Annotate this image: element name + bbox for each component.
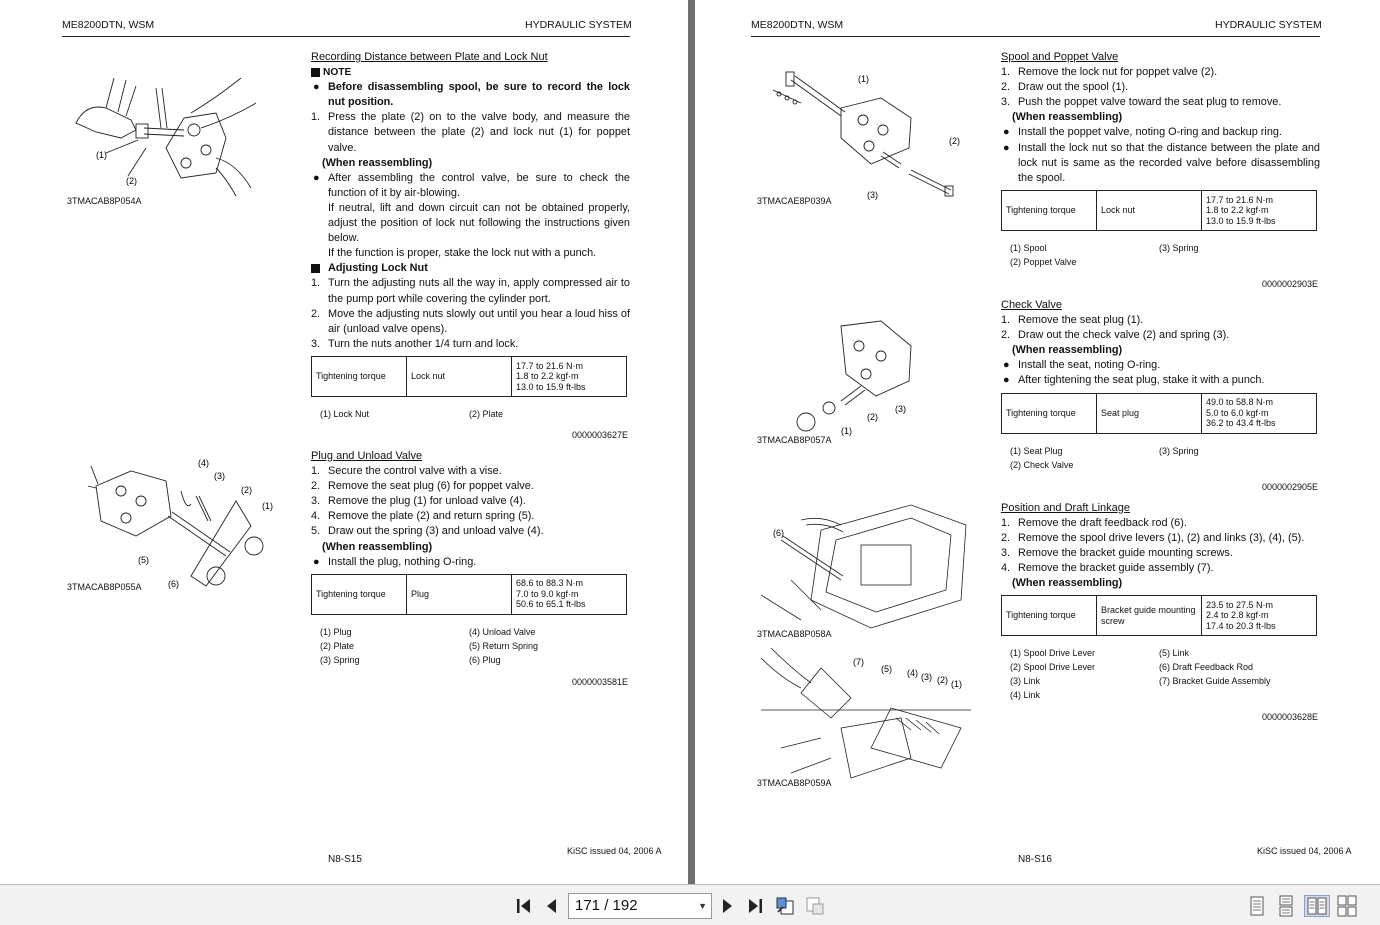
callout-4: (4) bbox=[198, 458, 209, 468]
last-page-icon bbox=[745, 896, 765, 916]
callout-3: (3) bbox=[895, 404, 906, 414]
two-page-view-button[interactable] bbox=[1304, 895, 1330, 917]
step: 1. Remove the draft feedback rod (6). bbox=[1001, 516, 1187, 529]
when-reassembling: (When reassembling) bbox=[1012, 111, 1123, 124]
legend-item: (6) Plug bbox=[469, 654, 501, 665]
callout-1: (1) bbox=[858, 74, 869, 84]
issue-label: KiSC issued 04, 2006 A bbox=[567, 846, 662, 856]
right-page bbox=[695, 0, 1380, 884]
step: 2. Draw out the check valve (2) and spring (3). bbox=[1001, 329, 1230, 342]
section-title: Recording Distance between Plate and Lock Nut bbox=[311, 51, 548, 63]
torque-table bbox=[1001, 393, 1317, 434]
step: 3. Remove the plug (1) for unload valve (4). bbox=[311, 495, 526, 508]
square-bullet-icon bbox=[311, 68, 320, 77]
viewer-toolbar bbox=[0, 884, 1380, 925]
callout-3: (3) bbox=[214, 471, 225, 481]
header-section: HYDRAULIC SYSTEM bbox=[525, 19, 632, 31]
torque-part: Seat plug bbox=[1097, 393, 1202, 433]
torque-values: 68.6 to 88.3 N·m 7.0 to 9.0 kgf·m 50.6 to 65.1 ft-lbs bbox=[512, 574, 627, 614]
torque-values: 17.7 to 21.6 N·m 1.8 to 2.2 kgf·m 13.0 to 15.9 ft-lbs bbox=[512, 356, 627, 396]
legend-item: (6) Draft Feedback Rod bbox=[1159, 662, 1254, 673]
legend-item bbox=[1159, 688, 1317, 702]
torque-part: Lock nut bbox=[407, 356, 512, 396]
figure-spool-poppet bbox=[771, 68, 971, 204]
step: 1. Secure the control valve with a vise. bbox=[311, 465, 502, 478]
legend-item: (7) Bracket Guide Assembly bbox=[1159, 676, 1271, 687]
note-text: ● Before disassembling spool, be sure to record the lock nut position. bbox=[313, 81, 630, 109]
go-back-view-button[interactable] bbox=[774, 895, 796, 917]
header-model: ME8200DTN, WSM bbox=[62, 19, 155, 31]
step: 3. Turn the nuts another 1/4 turn and lock. bbox=[311, 337, 519, 350]
callout-1: (1) bbox=[841, 426, 852, 436]
legend-item bbox=[1159, 458, 1317, 472]
text-column bbox=[1001, 50, 1320, 725]
torque-label: Tightening torque bbox=[1002, 393, 1097, 433]
continuous-page-icon bbox=[1276, 895, 1296, 917]
figure-caption: 3TMACAB8P055A bbox=[67, 582, 142, 592]
callout-6: (6) bbox=[773, 528, 784, 538]
next-page-button[interactable] bbox=[716, 895, 738, 917]
figure-caption: 3TMACAB8P057A bbox=[757, 435, 832, 445]
figure-linkage-top bbox=[761, 500, 971, 630]
when-reassembling: (When reassembling) bbox=[1012, 577, 1123, 590]
document-id: 0000003581E bbox=[571, 676, 628, 687]
bullet-item: ● Install the seat, noting O-ring. bbox=[1003, 359, 1161, 372]
figure-caption: 3TMACAB8P059A bbox=[757, 778, 832, 788]
legend-item: (1) Lock Nut bbox=[320, 408, 370, 419]
step: 3. Remove the bracket guide mounting screws. bbox=[1001, 546, 1233, 559]
header-section: HYDRAULIC SYSTEM bbox=[1215, 19, 1322, 31]
parts-legend bbox=[311, 625, 630, 667]
header-rule bbox=[62, 36, 630, 37]
chevron-down-icon[interactable]: ▼ bbox=[698, 901, 707, 911]
text-column bbox=[311, 50, 630, 690]
previous-page-icon bbox=[542, 896, 562, 916]
legend-item bbox=[1159, 255, 1317, 269]
go-forward-view-button[interactable] bbox=[804, 895, 826, 917]
step: 4. Remove the plate (2) and return spring (5). bbox=[311, 510, 535, 523]
callout-3: (3) bbox=[867, 190, 878, 200]
callout-2: (2) bbox=[126, 176, 137, 186]
legend-item: (3) Link bbox=[1010, 676, 1041, 687]
step: 1. Remove the lock nut for poppet valve (2). bbox=[1001, 66, 1218, 79]
parts-legend bbox=[1001, 444, 1320, 472]
torque-label: Tightening torque bbox=[1002, 190, 1097, 230]
callout-2: (2) bbox=[949, 136, 960, 146]
legend-item: (2) Poppet Valve bbox=[1010, 256, 1077, 267]
torque-values: 23.5 to 27.5 N·m 2.4 to 2.8 kgf·m 17.4 to 20.3 ft-lbs bbox=[1202, 596, 1317, 636]
subsection-heading: Adjusting Lock Nut bbox=[311, 261, 630, 276]
legend-item: (3) Spring bbox=[1159, 445, 1199, 456]
callout-5: (5) bbox=[138, 555, 149, 565]
left-page bbox=[0, 0, 688, 884]
torque-table bbox=[1001, 190, 1317, 231]
torque-label: Tightening torque bbox=[312, 356, 407, 396]
first-page-icon bbox=[514, 896, 534, 916]
torque-table bbox=[1001, 595, 1317, 636]
torque-part: Lock nut bbox=[1097, 190, 1202, 230]
two-page-continuous-button[interactable] bbox=[1336, 895, 1358, 917]
step: 2. Move the adjusting nuts slowly out until you hear a loud hiss of air (unload valve opens). bbox=[311, 307, 630, 335]
torque-table bbox=[311, 356, 627, 397]
step: 5. Draw out the spring (3) and unload valve (4). bbox=[311, 525, 544, 538]
legend-item: (1) Spool Drive Lever bbox=[1010, 648, 1096, 659]
note-heading: NOTE bbox=[311, 65, 630, 80]
when-reassembling: (When reassembling) bbox=[322, 156, 433, 169]
legend-item: (3) Spring bbox=[320, 654, 360, 665]
previous-page-button[interactable] bbox=[541, 895, 563, 917]
next-page-icon bbox=[717, 896, 737, 916]
callout-6: (6) bbox=[168, 579, 179, 589]
legend-item: (5) Return Spring bbox=[469, 640, 539, 651]
continuous-view-button[interactable] bbox=[1275, 895, 1297, 917]
torque-label: Tightening torque bbox=[312, 574, 407, 614]
step: 1. Turn the adjusting nuts all the way in, apply compressed air to the pump port while covering the cylinder port. bbox=[311, 277, 630, 305]
step: 4. Remove the bracket guide assembly (7). bbox=[1001, 561, 1214, 574]
two-page-continuous-icon bbox=[1336, 895, 1358, 917]
parts-legend bbox=[1001, 646, 1320, 702]
torque-part: Bracket guide mounting screw bbox=[1097, 596, 1202, 636]
square-bullet-icon bbox=[311, 264, 320, 273]
legend-item: (2) Plate bbox=[469, 408, 504, 419]
issue-label: KiSC issued 04, 2006 A bbox=[1257, 846, 1352, 856]
step: 2. Draw out the spool (1). bbox=[1001, 81, 1129, 94]
callout-2: (2) bbox=[867, 412, 878, 422]
next-view-icon bbox=[804, 895, 826, 917]
header-rule bbox=[751, 36, 1320, 37]
figure-check-valve bbox=[791, 316, 921, 440]
torque-part: Plug bbox=[407, 574, 512, 614]
legend-item: (3) Spring bbox=[1159, 242, 1199, 253]
torque-values: 17.7 to 21.6 N·m 1.8 to 2.2 kgf·m 13.0 to 15.9 ft-lbs bbox=[1202, 190, 1317, 230]
callout-2: (2) bbox=[937, 675, 948, 685]
section-title: Position and Draft Linkage bbox=[1001, 501, 1131, 514]
legend-item: (1) Spool bbox=[1010, 242, 1047, 253]
figure-caption: 3TMACAB8P054A bbox=[67, 196, 142, 206]
callout-2: (2) bbox=[241, 485, 252, 495]
legend-item: (2) Check Valve bbox=[1010, 459, 1074, 470]
legend-item: (5) Link bbox=[1159, 648, 1190, 659]
figure-caption: 3TMACAE8P039A bbox=[757, 196, 832, 206]
paragraph: If neutral, lift and down circuit can not be obtained properly, adjust the position of lock nut following the instructions given below. bbox=[328, 201, 630, 245]
section-title: Spool and Poppet Valve bbox=[1001, 51, 1119, 63]
callout-3: (3) bbox=[921, 672, 932, 682]
legend-item: (1) Seat Plug bbox=[1010, 445, 1063, 456]
previous-view-icon bbox=[774, 895, 796, 917]
document-id: 0000002905E bbox=[1261, 481, 1318, 492]
figure-plug-unload-valve bbox=[86, 456, 286, 594]
page-number: N8-S15 bbox=[328, 854, 362, 865]
when-reassembling: (When reassembling) bbox=[1012, 344, 1123, 357]
legend-item: (2) Plate bbox=[320, 640, 355, 651]
step: 3. Push the poppet valve toward the seat plug to remove. bbox=[1001, 96, 1282, 109]
bullet-item: ● After tightening the seat plug, stake it with a punch. bbox=[1003, 374, 1265, 387]
last-page-button[interactable] bbox=[744, 895, 766, 917]
page-number: N8-S16 bbox=[1018, 854, 1052, 865]
paragraph: If the function is proper, stake the lock nut with a punch. bbox=[328, 247, 597, 260]
legend-item: (4) Unload Valve bbox=[469, 626, 536, 637]
figure-lock-nut-plate bbox=[66, 68, 266, 198]
parts-legend bbox=[1001, 241, 1320, 269]
torque-label: Tightening torque bbox=[1002, 596, 1097, 636]
when-reassembling: (When reassembling) bbox=[322, 540, 433, 553]
bullet-item: ● Install the lock nut so that the distance between the plate and lock nut is same as the recorded valve before disassembling the spool. bbox=[1003, 141, 1320, 184]
figure-linkage-bottom bbox=[761, 648, 971, 784]
bullet-item: ● After assembling the control valve, be sure to check the function of it by air-blowing. bbox=[313, 171, 630, 199]
document-id: 0000003627E bbox=[571, 429, 628, 440]
single-page-icon bbox=[1247, 895, 1267, 917]
document-id: 0000003628E bbox=[1261, 712, 1318, 723]
callout-4: (4) bbox=[907, 668, 918, 678]
page-indicator: 171 / 192 bbox=[575, 897, 638, 914]
legend-item: (1) Plug bbox=[320, 626, 352, 637]
two-page-icon bbox=[1306, 896, 1328, 916]
document-id: 0000002903E bbox=[1261, 278, 1318, 289]
figure-caption: 3TMACAB8P058A bbox=[757, 629, 832, 639]
header-model: ME8200DTN, WSM bbox=[751, 19, 844, 31]
step: 2. Remove the spool drive levers (1), (2) and links (3), (4), (5). bbox=[1001, 531, 1305, 544]
torque-values: 49.0 to 58.8 N·m 5.0 to 6.0 kgf·m 36.2 to 43.4 ft-lbs bbox=[1202, 393, 1317, 433]
section-title: Plug and Unload Valve bbox=[311, 449, 423, 462]
step: 2. Remove the seat plug (6) for poppet valve. bbox=[311, 480, 534, 493]
page-number-field[interactable] bbox=[568, 893, 712, 919]
callout-5: (5) bbox=[881, 664, 892, 674]
bullet-item: ● Install the poppet valve, noting O-ring and backup ring. bbox=[1003, 126, 1282, 139]
callout-1: (1) bbox=[96, 150, 107, 160]
first-page-button[interactable] bbox=[513, 895, 535, 917]
step: 1. Press the plate (2) on to the valve body, and measure the distance between the plate (2) and lock nut (1) for poppet valve. bbox=[311, 111, 630, 154]
parts-legend bbox=[311, 407, 630, 421]
section-title: Check Valve bbox=[1001, 298, 1062, 311]
bullet-item: ● Install the plug, nothing O-ring. bbox=[313, 555, 477, 568]
legend-item: (4) Link bbox=[1010, 690, 1041, 701]
legend-item: (2) Spool Drive Lever bbox=[1010, 662, 1096, 673]
callout-1: (1) bbox=[951, 679, 962, 689]
single-page-view-button[interactable] bbox=[1246, 895, 1268, 917]
callout-1: (1) bbox=[262, 501, 273, 511]
torque-table bbox=[311, 574, 627, 615]
step: 1. Remove the seat plug (1). bbox=[1001, 314, 1144, 327]
callout-7: (7) bbox=[853, 657, 864, 667]
